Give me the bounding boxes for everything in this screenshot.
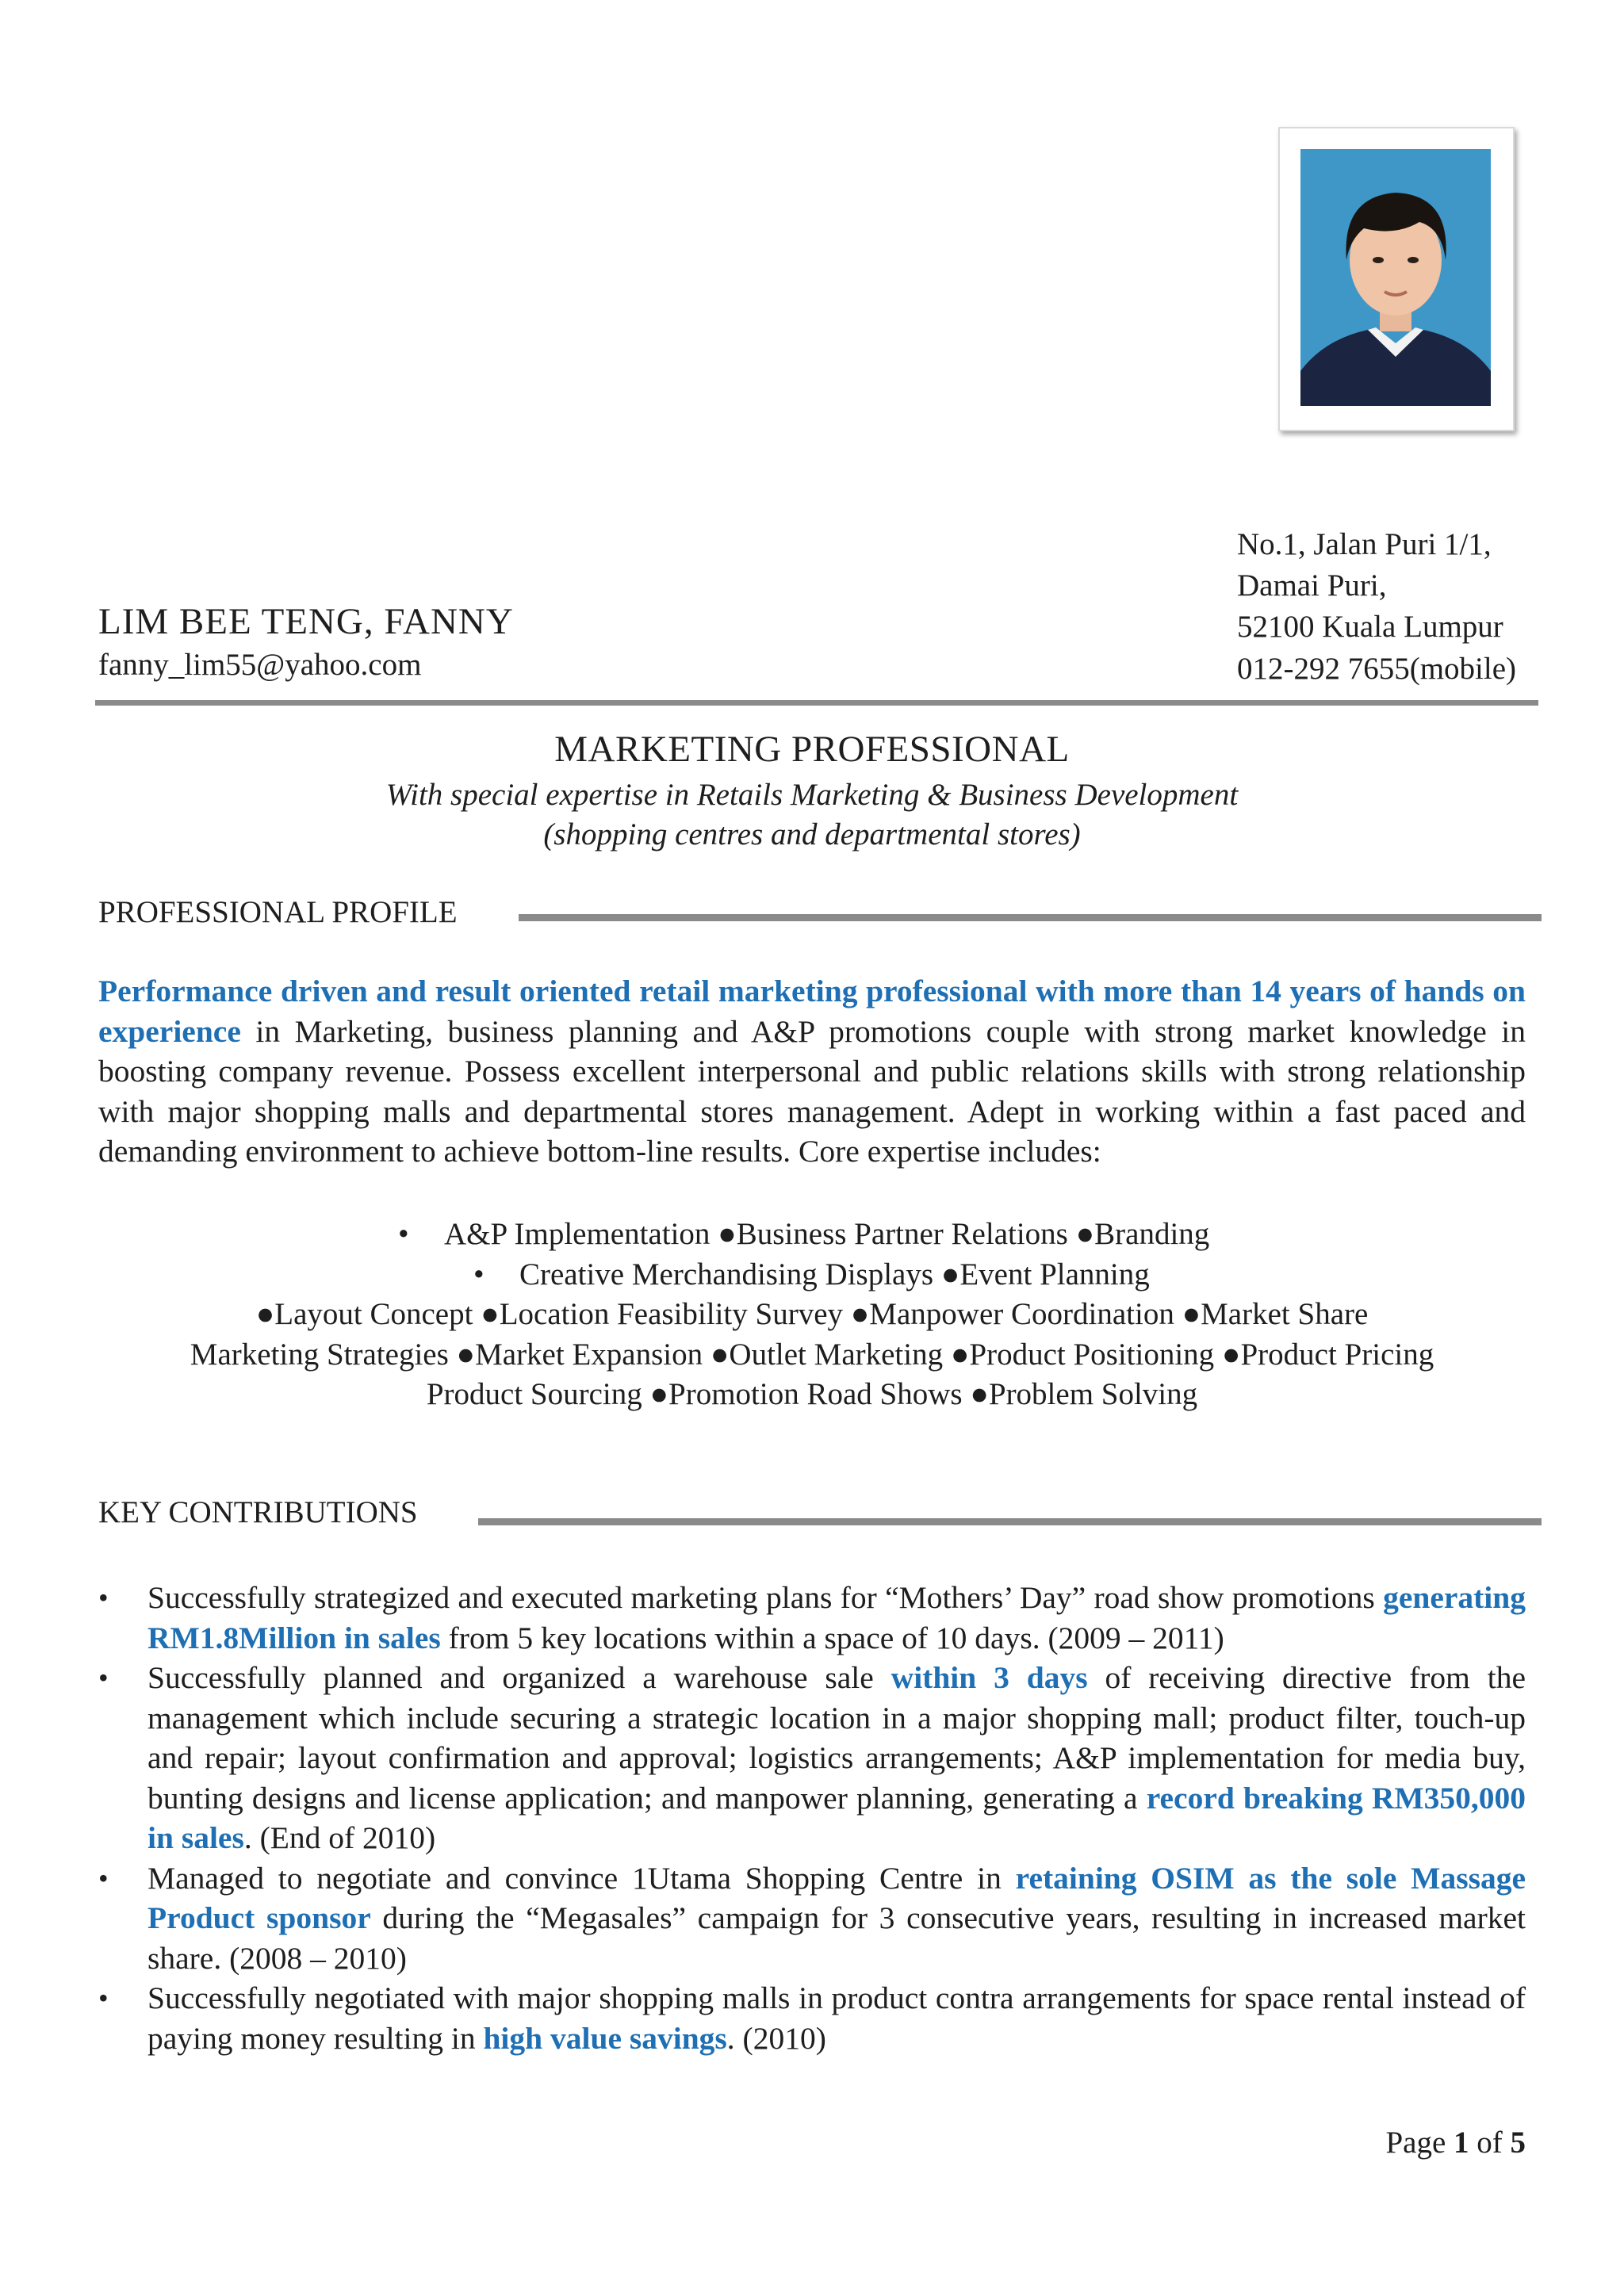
contribution-highlight: generating RM1.8Million in sales	[147, 1580, 1526, 1655]
profile-photo-frame	[1278, 127, 1515, 431]
contribution-highlight: record breaking RM350,000 in sales	[147, 1780, 1526, 1855]
section-rule-profile	[519, 914, 1542, 921]
skills-line-4: Marketing Strategies ●Market Expansion ●Outlet Marketing ●Product Positioning ●Product Pricing	[190, 1337, 1434, 1372]
address-line2: Damai Puri,	[1237, 568, 1387, 603]
email-address: fanny_lim55@yahoo.com	[98, 648, 422, 682]
candidate-name: LIM BEE TENG, FANNY	[98, 601, 514, 642]
person-portrait-icon	[1300, 149, 1491, 406]
list-item: • Managed to negotiate and convince 1Utama Shopping Centre in retaining OSIM as the sole Massage Product sponsor during the “Megasales” campaign for 3 consecutive years, resulting in increased market share. (2008 – 2010)	[98, 1858, 1526, 1979]
skills-line-2: Creative Merchandising Displays ●Event Planning	[519, 1257, 1150, 1292]
contributions-list	[98, 1578, 1526, 2058]
skills-bullet-1: •	[398, 1217, 409, 1251]
list-item: • Successfully negotiated with major shopping malls in product contra arrangements for space rental instead of paying money resulting in high value savings. (2010)	[98, 1978, 1526, 2058]
section-rule-contributions	[478, 1518, 1542, 1525]
skills-line-1: A&P Implementation ●Business Partner Relations ●Branding	[444, 1217, 1210, 1251]
list-item: • Successfully planned and organized a warehouse sale within 3 days of receiving directive from the management which include securing a strategic location in a major shopping mall; product filter, touch-up and repair; layout confirmation and approval; logistics arrangements; A&P implementation for media buy, bunting designs and license application; and manpower planning, generating a record breaking RM350,000 in sales. (End of 2010)	[98, 1658, 1526, 1858]
list-item: • Successfully strategized and executed marketing plans for “Mothers’ Day” road show promotions generating RM1.8Million in sales from 5 key locations within a space of 10 days. (2009 – 2011)	[98, 1578, 1526, 1658]
contribution-highlight: retaining OSIM as the sole Massage Product sponsor	[147, 1860, 1526, 1935]
address-line3: 52100 Kuala Lumpur	[1237, 610, 1503, 644]
profile-highlight: Performance driven and result oriented retail marketing professional with more than 14 years of hands on experience	[98, 974, 1526, 1049]
section-heading-contributions: KEY CONTRIBUTIONS	[98, 1495, 418, 1529]
skills-line-3: ●Layout Concept ●Location Feasibility Survey ●Manpower Coordination ●Market Share	[255, 1297, 1369, 1331]
headline-title: MARKETING PROFESSIONAL	[554, 729, 1070, 770]
section-heading-profile: PROFESSIONAL PROFILE	[98, 895, 458, 929]
skills-bullet-2: •	[473, 1257, 485, 1292]
headline-tagline-1: With special expertise in Retails Marketing & Business Development	[385, 778, 1239, 812]
page-number: Page 1 of 5	[1385, 2126, 1526, 2160]
profile-summary	[98, 971, 1526, 1172]
contribution-highlight: within 3 days	[891, 1660, 1088, 1695]
address-line1: No.1, Jalan Puri 1/1,	[1237, 527, 1492, 561]
page-current: 1	[1454, 2126, 1469, 2160]
profile-photo	[1300, 149, 1491, 406]
header-divider	[95, 700, 1538, 706]
profile-text: in Marketing, business planning and A&P promotions couple with strong market knowledge in boosting company revenue. Possess excellent interpersonal and public relations skills with strong relationship with major shopping malls and departmental stores management. Adept in working within a fast paced and demanding environment to achieve bottom-line results. Core expertise includes:	[98, 1013, 1526, 1169]
headline-tagline-2: (shopping centres and departmental stores)	[543, 817, 1081, 851]
skills-line-5: Product Sourcing ●Promotion Road Shows ●Problem Solving	[426, 1377, 1198, 1411]
page-total: 5	[1510, 2126, 1526, 2160]
phone-number: 012-292 7655(mobile)	[1237, 652, 1517, 686]
contribution-highlight: high value savings	[483, 2020, 727, 2056]
